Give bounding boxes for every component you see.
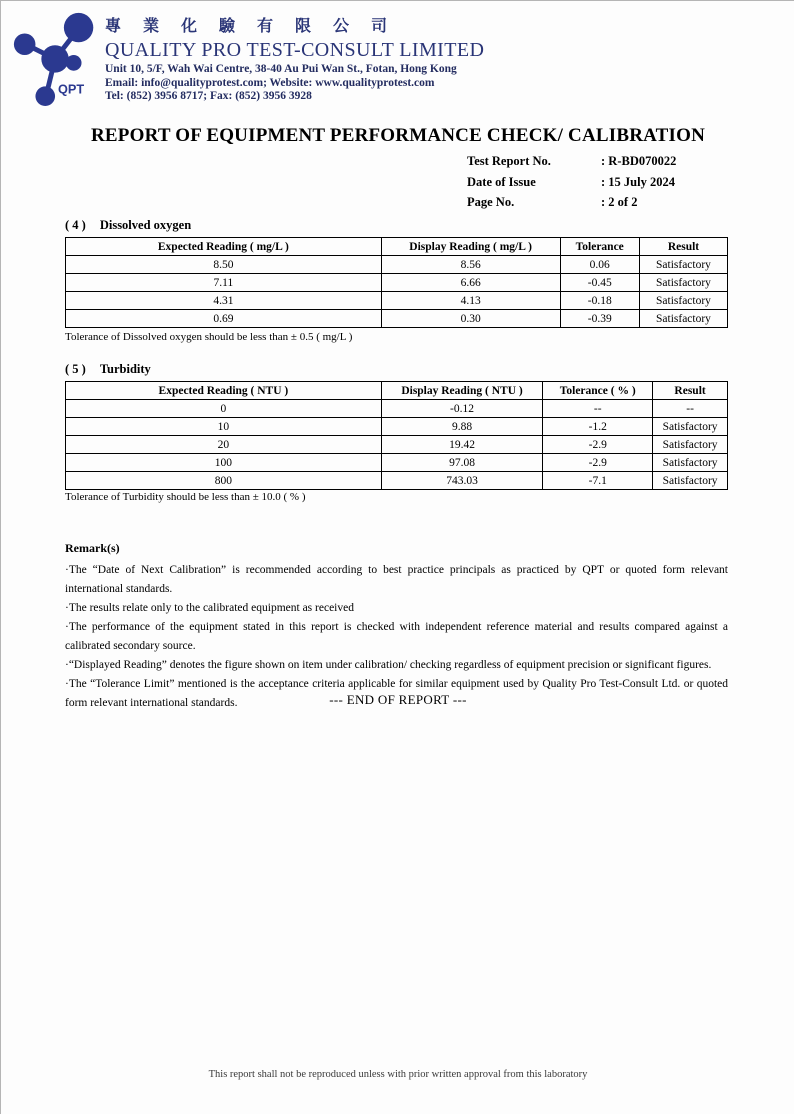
table-cell: Satisfactory bbox=[653, 418, 728, 436]
table-cell: -7.1 bbox=[543, 472, 653, 490]
remark-item: ·The “Date of Next Calibration” is recommended according to best practice principals as practiced by QPT or quoted form relevant international standards. bbox=[65, 564, 728, 595]
dissolved-oxygen-table bbox=[65, 237, 728, 328]
section-4-title: Dissolved oxygen bbox=[99, 218, 192, 232]
table-cell: -2.9 bbox=[543, 436, 653, 454]
table-row bbox=[66, 310, 728, 328]
table-cell: 0.30 bbox=[381, 310, 560, 328]
table-cell: -0.39 bbox=[560, 310, 639, 328]
test-report-no-label: Test Report No. bbox=[467, 154, 551, 168]
remarks-heading: Remark(s) bbox=[65, 541, 120, 555]
column-header: Tolerance ( % ) bbox=[543, 382, 653, 400]
section-5-heading bbox=[65, 362, 151, 377]
table-row bbox=[66, 400, 728, 418]
table-row bbox=[66, 454, 728, 472]
table-cell: 9.88 bbox=[381, 418, 543, 436]
table-cell: 0.06 bbox=[560, 256, 639, 274]
table-cell: -0.45 bbox=[560, 274, 639, 292]
footer-disclaimer: This report shall not be reproduced unless with prior written approval from this laboratory bbox=[208, 1069, 588, 1080]
table-cell: Satisfactory bbox=[639, 310, 727, 328]
table-cell: -- bbox=[653, 400, 728, 418]
section-5-number: ( 5 ) bbox=[65, 362, 86, 376]
report-info-row bbox=[467, 151, 676, 172]
table-row bbox=[66, 256, 728, 274]
table-cell: 97.08 bbox=[381, 454, 543, 472]
turbidity-table bbox=[65, 381, 728, 490]
table-row bbox=[66, 292, 728, 310]
remark-item: ·“Displayed Reading” denotes the figure shown on item under calibration/ checking regardless of equipment precision or significant figures. bbox=[65, 659, 712, 671]
logo-qpt-text: QPT bbox=[58, 81, 85, 97]
company-name-chinese: 專 業 化 驗 有 限 公 司 bbox=[105, 18, 397, 35]
report-info-row bbox=[467, 192, 676, 213]
column-header: Expected Reading ( NTU ) bbox=[66, 382, 382, 400]
table-cell: -0.12 bbox=[381, 400, 543, 418]
table-row bbox=[66, 436, 728, 454]
qpt-molecule-logo bbox=[9, 7, 107, 107]
table-cell: -1.2 bbox=[543, 418, 653, 436]
section-5-title: Turbidity bbox=[99, 362, 151, 376]
report-info-row bbox=[467, 172, 676, 193]
table-cell: -- bbox=[543, 400, 653, 418]
section-4-number: ( 4 ) bbox=[65, 218, 86, 232]
table-cell: 8.56 bbox=[381, 256, 560, 274]
report-info-block bbox=[467, 151, 676, 213]
column-header: Result bbox=[639, 238, 727, 256]
table-cell: Satisfactory bbox=[639, 274, 727, 292]
company-address: Unit 10, 5/F, Wah Wai Centre, 38-40 Au Pui Wan St., Fotan, Hong Kong bbox=[105, 63, 457, 75]
remark-item: ·The performance of the equipment stated in this report is checked with independent reference material and results compared against a calibrated secondary source. bbox=[65, 621, 728, 652]
table-header-row bbox=[66, 238, 728, 256]
table-cell: Satisfactory bbox=[639, 292, 727, 310]
table-cell: 10 bbox=[66, 418, 382, 436]
table-cell: Satisfactory bbox=[653, 472, 728, 490]
table-cell: Satisfactory bbox=[653, 454, 728, 472]
table-row bbox=[66, 418, 728, 436]
company-tel-fax: Tel: (852) 3956 8717; Fax: (852) 3956 3928 bbox=[105, 90, 312, 102]
table-cell: -0.18 bbox=[560, 292, 639, 310]
column-header: Tolerance bbox=[560, 238, 639, 256]
table-cell: 6.66 bbox=[381, 274, 560, 292]
table-cell: -2.9 bbox=[543, 454, 653, 472]
table-cell: 19.42 bbox=[381, 436, 543, 454]
table-cell: Satisfactory bbox=[639, 256, 727, 274]
page-no-value: : 2 of 2 bbox=[601, 195, 638, 209]
company-email-website: Email: info@qualityprotest.com; Website: www.qualityprotest.com bbox=[105, 76, 435, 89]
table-cell: 20 bbox=[66, 436, 382, 454]
company-block bbox=[105, 17, 525, 104]
table-row bbox=[66, 472, 728, 490]
test-report-no-value: : R-BD070022 bbox=[601, 154, 677, 168]
company-name-english: QUALITY PRO TEST-CONSULT LIMITED bbox=[105, 39, 485, 61]
table-header-row bbox=[66, 382, 728, 400]
report-title: REPORT OF EQUIPMENT PERFORMANCE CHECK/ CALIBRATION bbox=[90, 125, 706, 146]
end-of-report-text: --- END OF REPORT --- bbox=[329, 692, 467, 707]
remarks-block bbox=[65, 541, 728, 713]
table-row bbox=[66, 274, 728, 292]
table-cell: 800 bbox=[66, 472, 382, 490]
date-of-issue-value: : 15 July 2024 bbox=[601, 174, 675, 189]
turbidity-tolerance-note: Tolerance of Turbidity should be less than ± 10.0 ( % ) bbox=[65, 491, 306, 503]
date-of-issue-label: Date of Issue bbox=[467, 174, 536, 189]
table-cell: 100 bbox=[66, 454, 382, 472]
table-cell: 8.50 bbox=[66, 256, 382, 274]
column-header: Result bbox=[653, 382, 728, 400]
column-header: Expected Reading ( mg/L ) bbox=[66, 238, 382, 256]
dissolved-oxygen-tolerance-note: Tolerance of Dissolved oxygen should be less than ± 0.5 ( mg/L ) bbox=[65, 331, 353, 343]
table-cell: 0.69 bbox=[66, 310, 382, 328]
table-cell: 743.03 bbox=[381, 472, 543, 490]
remark-item: ·The results relate only to the calibrated equipment as received bbox=[65, 602, 354, 614]
column-header: Display Reading ( NTU ) bbox=[381, 382, 543, 400]
table-cell: 4.13 bbox=[381, 292, 560, 310]
page-no-label: Page No. bbox=[467, 195, 515, 209]
table-cell: 4.31 bbox=[66, 292, 382, 310]
table-cell: 7.11 bbox=[66, 274, 382, 292]
section-4-heading bbox=[65, 218, 191, 233]
column-header: Display Reading ( mg/L ) bbox=[381, 238, 560, 256]
table-cell: Satisfactory bbox=[653, 436, 728, 454]
table-cell: 0 bbox=[66, 400, 382, 418]
remark-item: ·The “Tolerance Limit” mentioned is the acceptance criteria applicable for similar equipment used by Quality Pro Test-Consult Ltd. or quoted form relevant international standards. bbox=[65, 678, 728, 709]
